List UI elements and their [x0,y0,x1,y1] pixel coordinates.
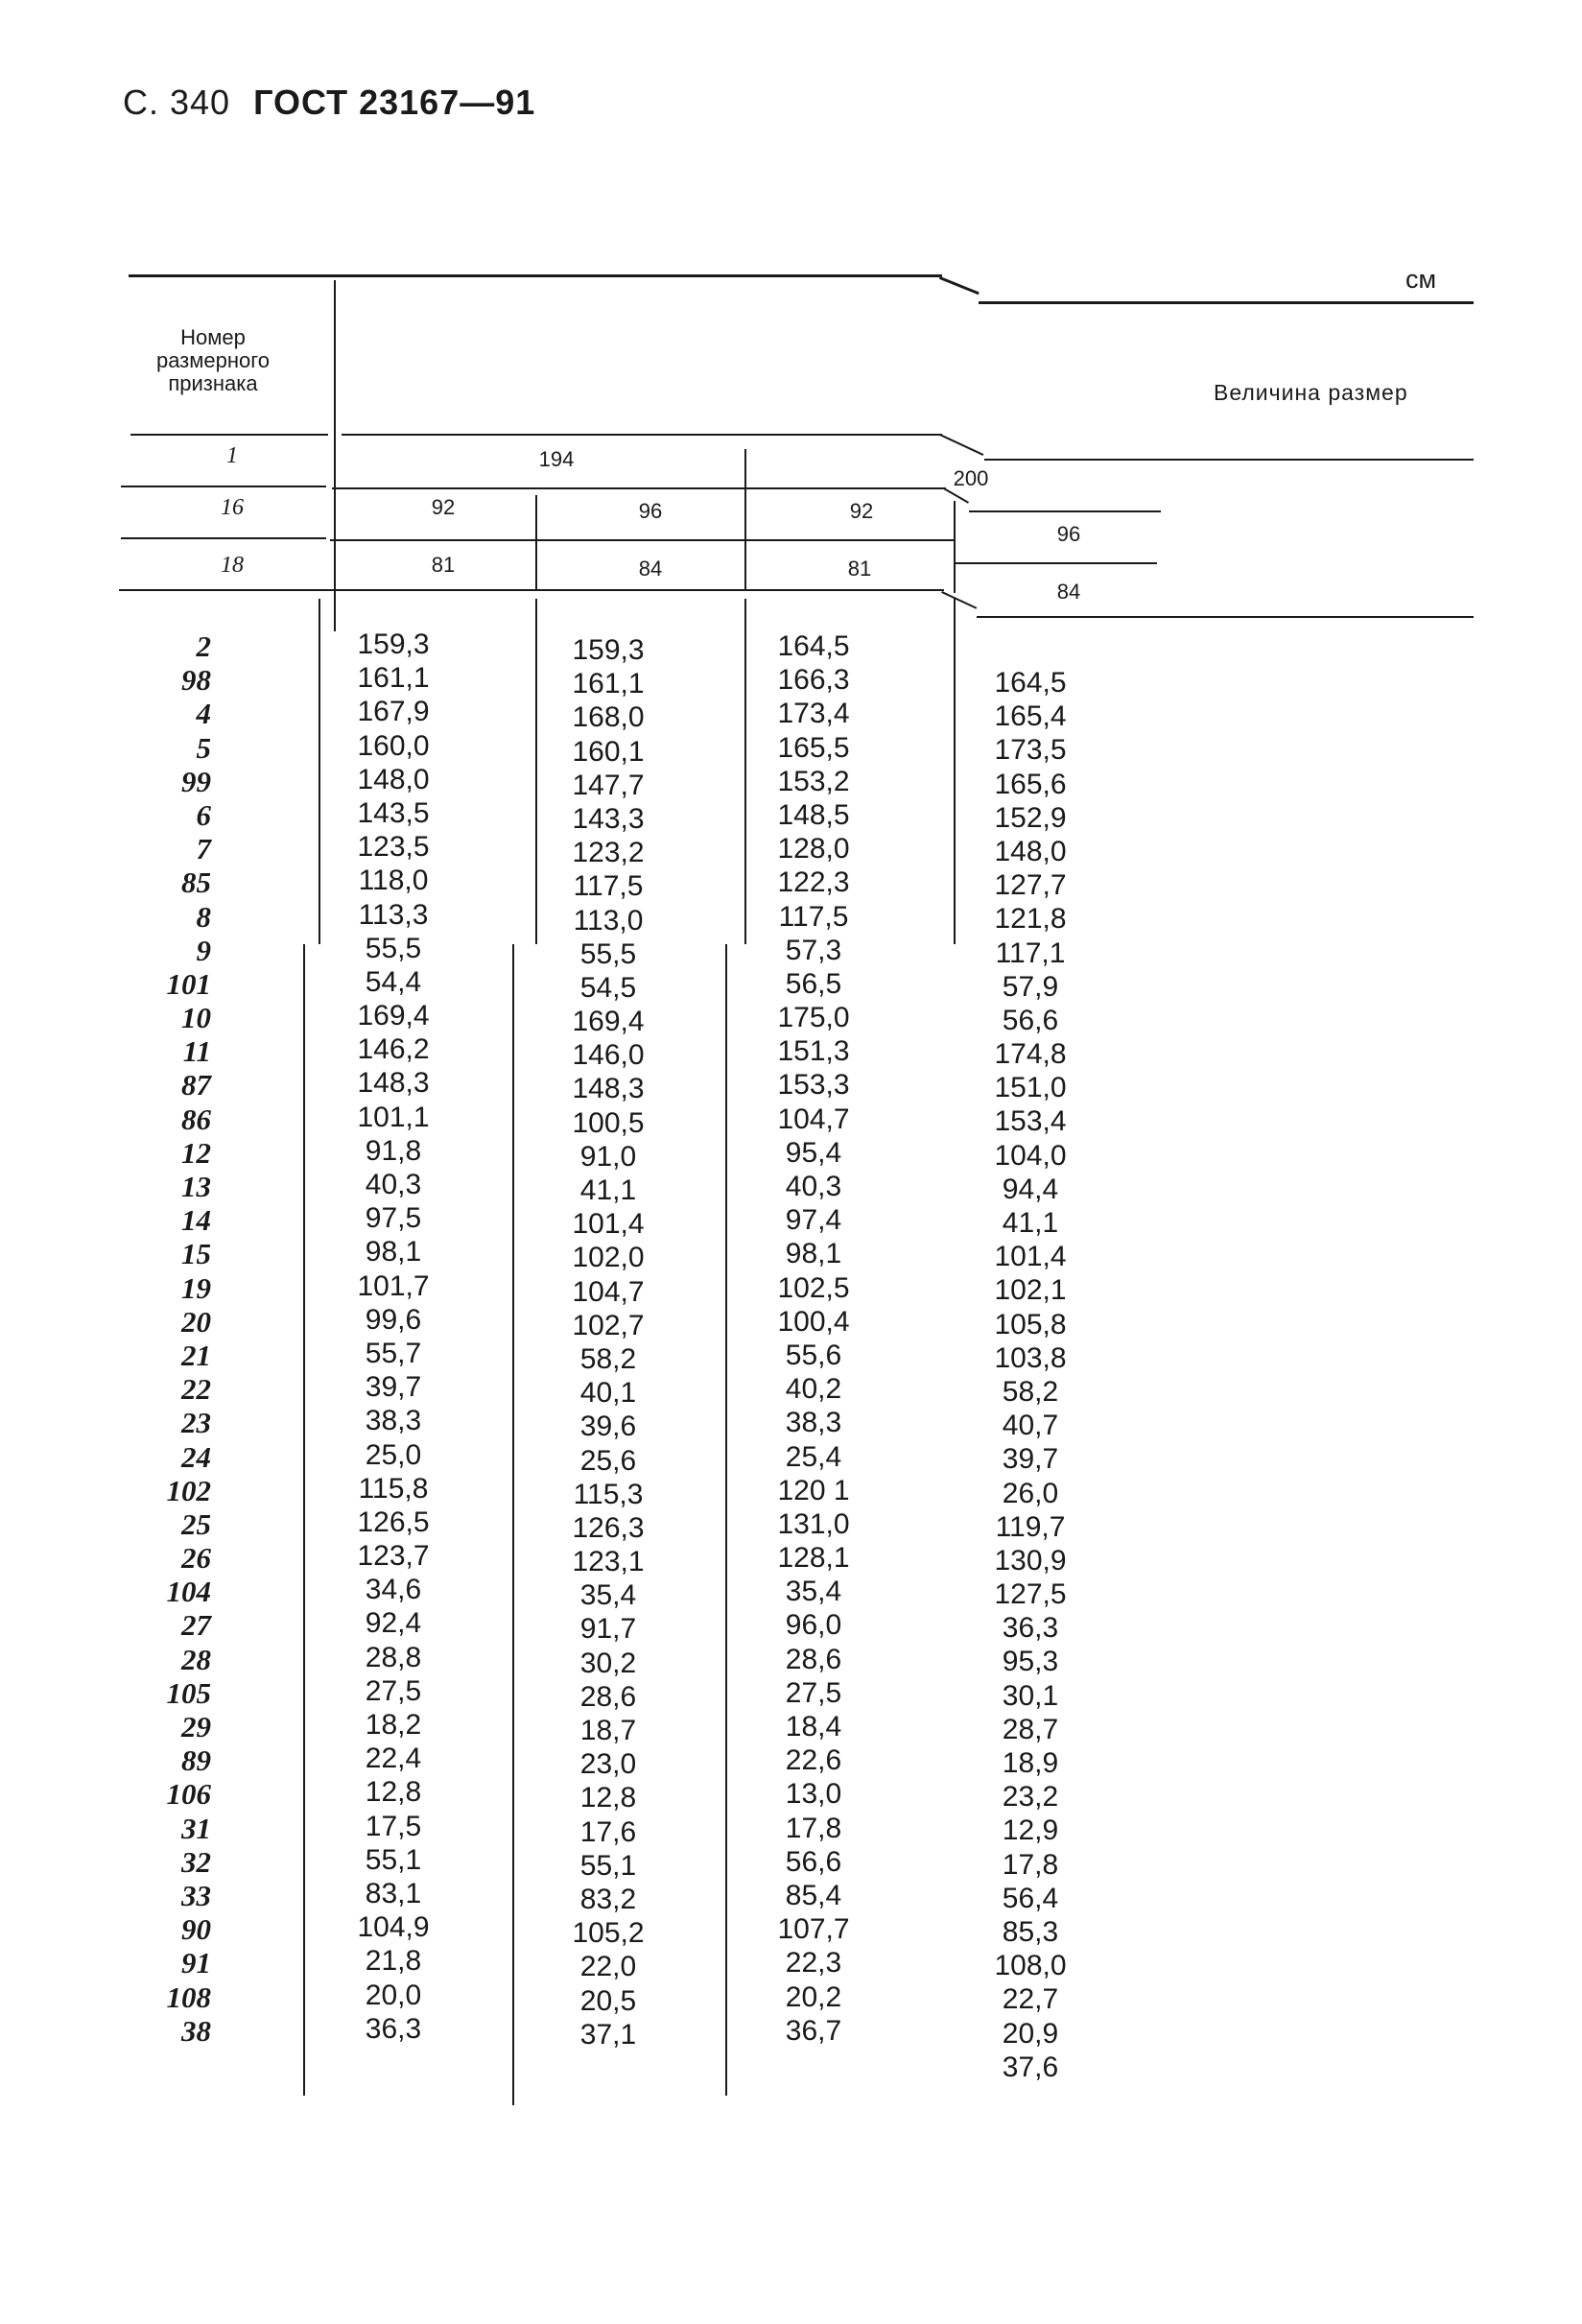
table-cell: 22,0 [579,1951,637,1983]
header-rule-2-left [121,486,326,487]
table-cell: 17,8 [785,1812,842,1844]
table-cell: 127,5 [994,1578,1067,1611]
table-cell: 107,7 [777,1913,850,1946]
table-cell: 55,1 [579,1849,637,1882]
table-cell: 113,3 [358,898,429,931]
row-number: 105 [166,1675,211,1710]
table-cell: 85,3 [1002,1915,1059,1948]
table-cell: 153,3 [777,1069,850,1102]
table-cell: 127,7 [994,869,1067,902]
table-cell: 169,4 [572,1006,645,1038]
table-cell: 101,4 [994,1241,1067,1273]
table-cell: 56,5 [785,967,842,1000]
header-rule-2-far [969,510,1161,512]
row-number: 104 [166,1575,211,1609]
table-cell: 18,2 [365,1709,422,1741]
table-cell: 148,0 [357,763,430,795]
row-number: 85 [181,866,211,900]
feature-number-column [134,629,211,2048]
table-cell: 153,4 [994,1105,1067,1138]
table-cell: 22,7 [1002,1983,1059,2016]
table-cell: 164,5 [777,630,850,662]
table-cell: 165,5 [777,731,850,764]
row-number: 25 [181,1506,211,1541]
header-rule-4-step [941,591,977,609]
table-cell: 117,5 [778,900,849,933]
table-cell: 28,8 [365,1641,422,1673]
header-rule-2-right [332,487,946,489]
row-number: 90 [181,1912,211,1947]
table-cell: 105,8 [994,1308,1067,1340]
header-18-c3: 81 [847,557,872,581]
header-feature-1: 1 [226,443,238,468]
table-cell: 92,4 [365,1607,422,1640]
table-cell: 128,0 [777,833,850,866]
table-cell: 34,6 [365,1574,422,1606]
table-top-rule-left [129,274,942,277]
header-rule-1-right [342,434,942,436]
row-number: 38 [181,2013,211,2048]
table-cell: 85,4 [785,1879,842,1911]
row-number: 98 [181,663,211,698]
row-number: 27 [181,1608,211,1643]
table-cell: 83,2 [579,1883,637,1915]
row-number: 5 [196,730,211,765]
table-cell: 126,3 [572,1511,645,1544]
header-16-c2: 96 [638,499,663,523]
row-number: 19 [181,1270,211,1305]
row-number: 10 [181,1001,211,1035]
table-cell: 159,3 [357,628,430,660]
table-cell: 26,0 [1002,1477,1059,1509]
table-cell: 118,0 [358,865,429,897]
row-number: 91 [181,1946,211,1980]
table-cell: 20,5 [579,1984,637,2017]
table-cell: 119,7 [995,1510,1066,1543]
table-cell: 36,3 [365,2012,422,2045]
table-cell: 91,0 [579,1140,637,1173]
unit-label: см [1405,265,1437,294]
body-col-rule-4 [954,599,956,944]
table-cell: 39,6 [579,1411,637,1443]
table-cell: 153,2 [777,765,850,797]
table-cell: 146,0 [572,1039,645,1072]
table-cell: 18,7 [579,1715,637,1746]
table-cell: 55,6 [785,1339,842,1371]
table-cell: 41,1 [1002,1207,1059,1239]
table-cell: 12,9 [1002,1814,1059,1847]
row-number: 24 [181,1439,211,1474]
table-cell: 123,7 [357,1540,430,1573]
table-cell: 12,8 [365,1776,422,1809]
table-cell: 12,8 [579,1782,637,1814]
table-cell: 117,5 [573,870,644,903]
row-number: 101 [166,966,211,1001]
table-cell: 55,5 [365,932,422,964]
table-cell: 30,2 [579,1647,637,1679]
row-number: 2 [196,629,211,663]
header-rule-3-right [330,539,954,541]
header-height-194: 194 [538,447,575,471]
table-cell: 113,0 [573,904,644,937]
header-rule-1-left [130,434,328,436]
table-cell: 91,7 [579,1613,637,1646]
table-cell: 40,3 [365,1169,422,1200]
table-cell: 95,4 [785,1136,842,1169]
table-cell: 100,4 [777,1305,850,1338]
table-cell: 151,0 [994,1072,1067,1104]
table-cell: 167,9 [357,696,430,728]
body-col-rule-1 [319,599,320,944]
row-number: 28 [181,1642,211,1676]
table-cell: 97,5 [365,1202,422,1235]
table-cell: 28,6 [579,1680,637,1713]
table-cell: 121,8 [994,903,1067,936]
table-cell: 28,7 [1002,1713,1059,1745]
table-cell: 23,0 [579,1748,637,1781]
table-cell: 27,5 [785,1676,842,1709]
table-cell: 131,0 [777,1507,850,1540]
value-title: Величина размер [1214,380,1408,405]
table-cell: 57,3 [785,934,842,966]
table-cell: 123,5 [357,831,430,864]
table-cell: 151,3 [777,1035,850,1068]
table-cell: 55,7 [365,1337,422,1369]
table-cell: 58,2 [579,1342,637,1375]
table-cell: 36,7 [785,2014,842,2047]
table-cell: 160,0 [357,729,430,762]
table-cell: 159,3 [572,634,645,666]
table-cell: 152,9 [994,801,1067,834]
table-cell: 35,4 [785,1576,842,1608]
table-cell: 25,4 [785,1440,842,1473]
table-cell: 17,5 [365,1810,422,1842]
table-cell: 98,1 [785,1238,842,1270]
row-number: 4 [196,697,211,731]
table-cell: 95,3 [1002,1646,1059,1678]
table-cell: 94,4 [1002,1173,1059,1205]
table-cell: 101,4 [572,1208,645,1241]
table-cell: 100,5 [572,1106,645,1139]
table-cell: 40,3 [785,1171,842,1202]
table-cell: 21,8 [365,1945,422,1978]
header-18-c2: 84 [638,557,663,581]
table-cell: 108,0 [994,1950,1067,1982]
header-feature-18: 18 [221,553,244,578]
table-cell: 22,4 [365,1743,422,1775]
table-cell: 123,1 [572,1546,645,1578]
row-number: 8 [196,899,211,934]
header-col-rule-3 [744,449,746,591]
table-cell: 165,4 [994,700,1067,733]
table-cell: 175,0 [777,1002,850,1034]
table-cell: 102,0 [572,1242,645,1274]
table-cell: 56,4 [1002,1882,1059,1914]
table-cell: 17,6 [579,1815,637,1848]
header-rule-4-left [119,589,944,591]
first-column-rule [334,280,336,631]
table-cell: 126,5 [357,1506,430,1538]
value-column-194-92-81 [326,628,460,2046]
table-top-rule-right [979,301,1474,304]
table-cell: 168,0 [572,701,645,734]
table-cell: 54,4 [365,965,422,998]
table-cell: 122,3 [777,866,850,899]
table-cell: 165,6 [994,768,1067,800]
table-cell: 146,2 [357,1033,430,1066]
table-cell: 17,8 [1002,1848,1059,1881]
table-cell: 39,7 [1002,1443,1059,1476]
table-cell: 37,6 [1002,2051,1059,2083]
table-cell: 39,7 [365,1371,422,1404]
table-cell: 97,4 [785,1204,842,1237]
value-column-194-96-84 [541,633,675,2051]
table-cell: 96,0 [785,1609,842,1642]
table-cell: 169,4 [357,1000,430,1032]
table-cell: 18,4 [785,1711,842,1743]
value-column-200-92-81 [746,629,881,2048]
table-cell: 143,5 [357,796,430,829]
header-rule-4-far [977,616,1474,618]
table-cell: 104,9 [357,1911,430,1944]
table-cell: 28,6 [785,1643,842,1675]
table-cell: 30,1 [1002,1679,1059,1712]
feature-number-title: Номер размерного признака [155,325,271,395]
table-cell: 35,4 [579,1579,637,1612]
table-cell: 83,1 [365,1877,422,1909]
header-height-200: 200 [953,466,989,490]
table-cell: 101,7 [357,1269,430,1302]
row-number: 7 [196,832,211,866]
header-16-c1: 92 [431,495,456,519]
table-cell: 148,0 [994,835,1067,867]
table-cell: 161,1 [357,662,430,695]
table-cell: 99,6 [365,1303,422,1336]
row-number: 99 [181,764,211,798]
table-cell: 160,1 [572,735,645,768]
table-cell: 148,3 [572,1073,645,1105]
table-cell: 117,1 [995,937,1066,969]
table-cell: 166,3 [777,664,850,697]
table-cell: 55,5 [579,937,637,970]
header-col-rule-2 [535,495,537,591]
body-col-rule-2b [512,944,514,2105]
header-rule-1-step [939,434,983,456]
row-number: 26 [181,1541,211,1576]
table-cell: 36,3 [1002,1612,1059,1645]
table-cell: 123,2 [572,837,645,869]
table-cell: 38,3 [365,1405,422,1437]
row-number: 102 [166,1473,211,1507]
table-cell: 57,9 [1002,970,1059,1003]
table-cell: 104,0 [994,1139,1067,1172]
table-cell: 40,7 [1002,1410,1059,1442]
table-cell: 102,7 [572,1309,645,1341]
table-cell: 102,1 [994,1274,1067,1307]
table-cell: 101,1 [357,1101,430,1133]
table-cell: 104,7 [572,1275,645,1308]
row-number: 32 [181,1844,211,1879]
table-cell: 147,7 [572,769,645,801]
row-number: 12 [181,1135,211,1170]
table-cell: 102,5 [777,1271,850,1304]
table-cell: 23,2 [1002,1781,1059,1814]
table-cell: 41,1 [579,1174,637,1206]
body-col-rule-3b [725,944,727,2096]
table-cell: 54,5 [579,971,637,1004]
table-cell: 143,3 [572,802,645,835]
row-number: 20 [181,1304,211,1339]
table-cell: 115,8 [358,1472,429,1505]
table-cell: 38,3 [785,1407,842,1439]
table-cell: 91,8 [365,1134,422,1167]
body-col-rule-2 [535,599,537,944]
table-cell: 25,0 [365,1438,422,1471]
row-number: 87 [181,1068,211,1103]
table-cell: 55,1 [365,1843,422,1876]
row-number: 29 [181,1710,211,1743]
table-cell: 130,9 [994,1544,1067,1577]
page-number: С. 340 [123,83,231,122]
table-cell: 22,3 [785,1947,842,1980]
body-col-rule-1b [303,944,305,2096]
table-cell: 25,6 [579,1444,637,1477]
table-cell: 20,2 [785,1980,842,2013]
table-cell: 120 1 [777,1474,850,1506]
table-cell: 173,5 [994,734,1067,767]
table-top-rule-step [939,276,980,295]
standard-number: ГОСТ 23167—91 [253,83,536,122]
table-cell: 37,1 [579,2018,637,2051]
table-cell: 56,6 [785,1845,842,1878]
row-number: 9 [196,933,211,967]
header-16-c3: 92 [849,499,874,523]
header-16-c4: 96 [1056,522,1081,546]
row-number: 33 [181,1878,211,1912]
table-cell: 40,1 [579,1377,637,1410]
header-col-rule-4 [954,501,956,593]
row-number: 22 [181,1372,211,1407]
row-number: 23 [181,1406,211,1440]
header-rule-1-far [984,459,1474,461]
table-cell: 148,3 [357,1067,430,1100]
row-number: 21 [181,1338,211,1372]
row-number: 31 [181,1811,211,1845]
table-cell: 161,1 [572,668,645,700]
table-cell: 148,5 [777,798,850,831]
header-rule-3-left [121,537,326,539]
table-cell: 174,8 [994,1038,1067,1071]
row-number: 89 [181,1743,211,1778]
table-cell: 164,5 [994,667,1067,699]
header-18-c4: 84 [1056,580,1081,604]
row-number: 14 [181,1203,211,1238]
table-cell: 13,0 [785,1778,842,1811]
row-number: 15 [181,1237,211,1271]
value-column-200-96-84 [963,666,1098,2084]
table-cell: 105,2 [572,1917,645,1950]
table-cell: 128,1 [777,1542,850,1575]
row-number: 86 [181,1102,211,1136]
row-number: 13 [181,1170,211,1203]
table-cell: 103,8 [994,1341,1067,1374]
row-number: 106 [166,1777,211,1812]
header-18-c1: 81 [431,553,456,577]
header-feature-16: 16 [221,495,244,520]
table-cell: 115,3 [573,1478,644,1510]
table-cell: 173,4 [777,698,850,730]
table-cell: 20,9 [1002,2017,1059,2050]
row-number: 108 [166,1980,211,2014]
table-cell: 20,0 [365,1979,422,2011]
table-cell: 98,1 [365,1236,422,1269]
row-number: 6 [196,797,211,832]
table-cell: 56,6 [1002,1004,1059,1036]
table-cell: 27,5 [365,1674,422,1707]
table-cell: 58,2 [1002,1375,1059,1408]
table-cell: 104,7 [777,1103,850,1135]
table-cell: 18,9 [1002,1747,1059,1779]
table-cell: 40,2 [785,1373,842,1406]
row-number: 11 [182,1034,211,1069]
table-cell: 22,6 [785,1744,842,1777]
header-rule-3-far [956,562,1157,564]
